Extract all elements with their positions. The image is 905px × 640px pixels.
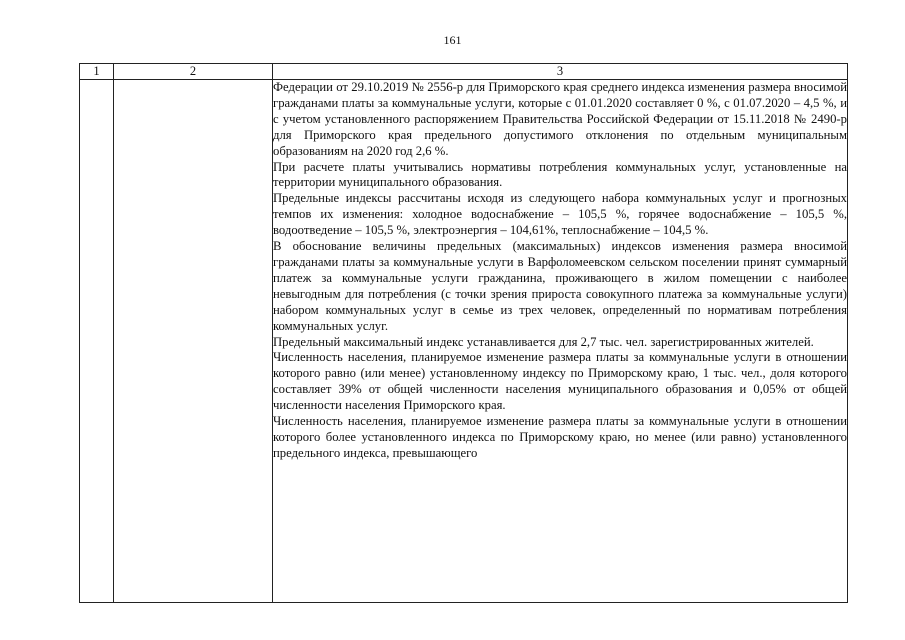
column-header-3: 3	[273, 64, 848, 80]
page-number: 161	[443, 33, 462, 47]
column-1-cell	[80, 80, 114, 603]
column-2-cell	[114, 80, 273, 603]
paragraph-justification: В обоснование величины предельных (максимальных) индексов изменения размера вносимой гражданами платы за коммунальные услуги в Варфоломеевском сельском поселении принят суммарный платеж за коммунальные услуги гражданина, проживающего в жилом помещении с наиболее невыгодным для потребления (с точки зрения прироста совокупного платежа за коммунальные услуги) набором коммунальных услуг в семье из трех человек, определенный по нормативам потребления коммунальных услуг.	[273, 239, 847, 333]
paragraph-indices-basis: Федерации от 29.10.2019 № 2556-р для Приморского края среднего индекса изменения размера вносимой гражданами платы за коммунальные услуги, которые с 01.01.2020 составляет 0 %, с 01.07.2020 – 4,5 %, и с учетом установленного распоряжением Правительства Российской Федерации от 15.11.2018 № 2490-р для Приморского края предельного допустимого отклонения по отдельным муниципальным образованиям на 2020 год 2,6 %.	[273, 80, 847, 158]
paragraph-max-index: Предельный максимальный индекс устанавливается для 2,7 тыс. чел. зарегистрированных жителей.	[273, 334, 814, 349]
paragraph-population-above: Численность населения, планируемое изменение размера платы за коммунальные услуги в отношении которого более установленного индекса по Приморскому краю, но менее (или равно) установленного предельного индекса, превышающего	[273, 414, 847, 460]
paragraph-population-equal: Численность населения, планируемое изменение размера платы за коммунальные услуги в отношении которого равно (или менее) установленному индексу по Приморскому краю, 1 тыс. чел., доля которого составляет 39% от общей численности населения муниципального образования и 0,05% от общей численности населения Приморского края.	[273, 350, 847, 413]
paragraph-consumption-norms: При расчете платы учитывались нормативы потребления коммунальных услуг, установленные на территории муниципального образования.	[273, 159, 847, 190]
table-header-row	[80, 64, 848, 80]
column-header-2: 2	[114, 64, 273, 80]
column-3-cell	[273, 80, 848, 603]
column-header-1: 1	[80, 64, 114, 80]
document-table	[79, 63, 848, 603]
table-row	[80, 80, 848, 603]
paragraph-service-set: Предельные индексы рассчитаны исходя из следующего набора коммунальных услуг и прогнозных темпов их изменения: холодное водоснабжение – 105,5 %, горячее водоснабжение – 105,5 %, водоотведение – 105,5 %, электроэнергия – 104,61%, теплоснабжение – 104,5 %.	[273, 191, 847, 238]
